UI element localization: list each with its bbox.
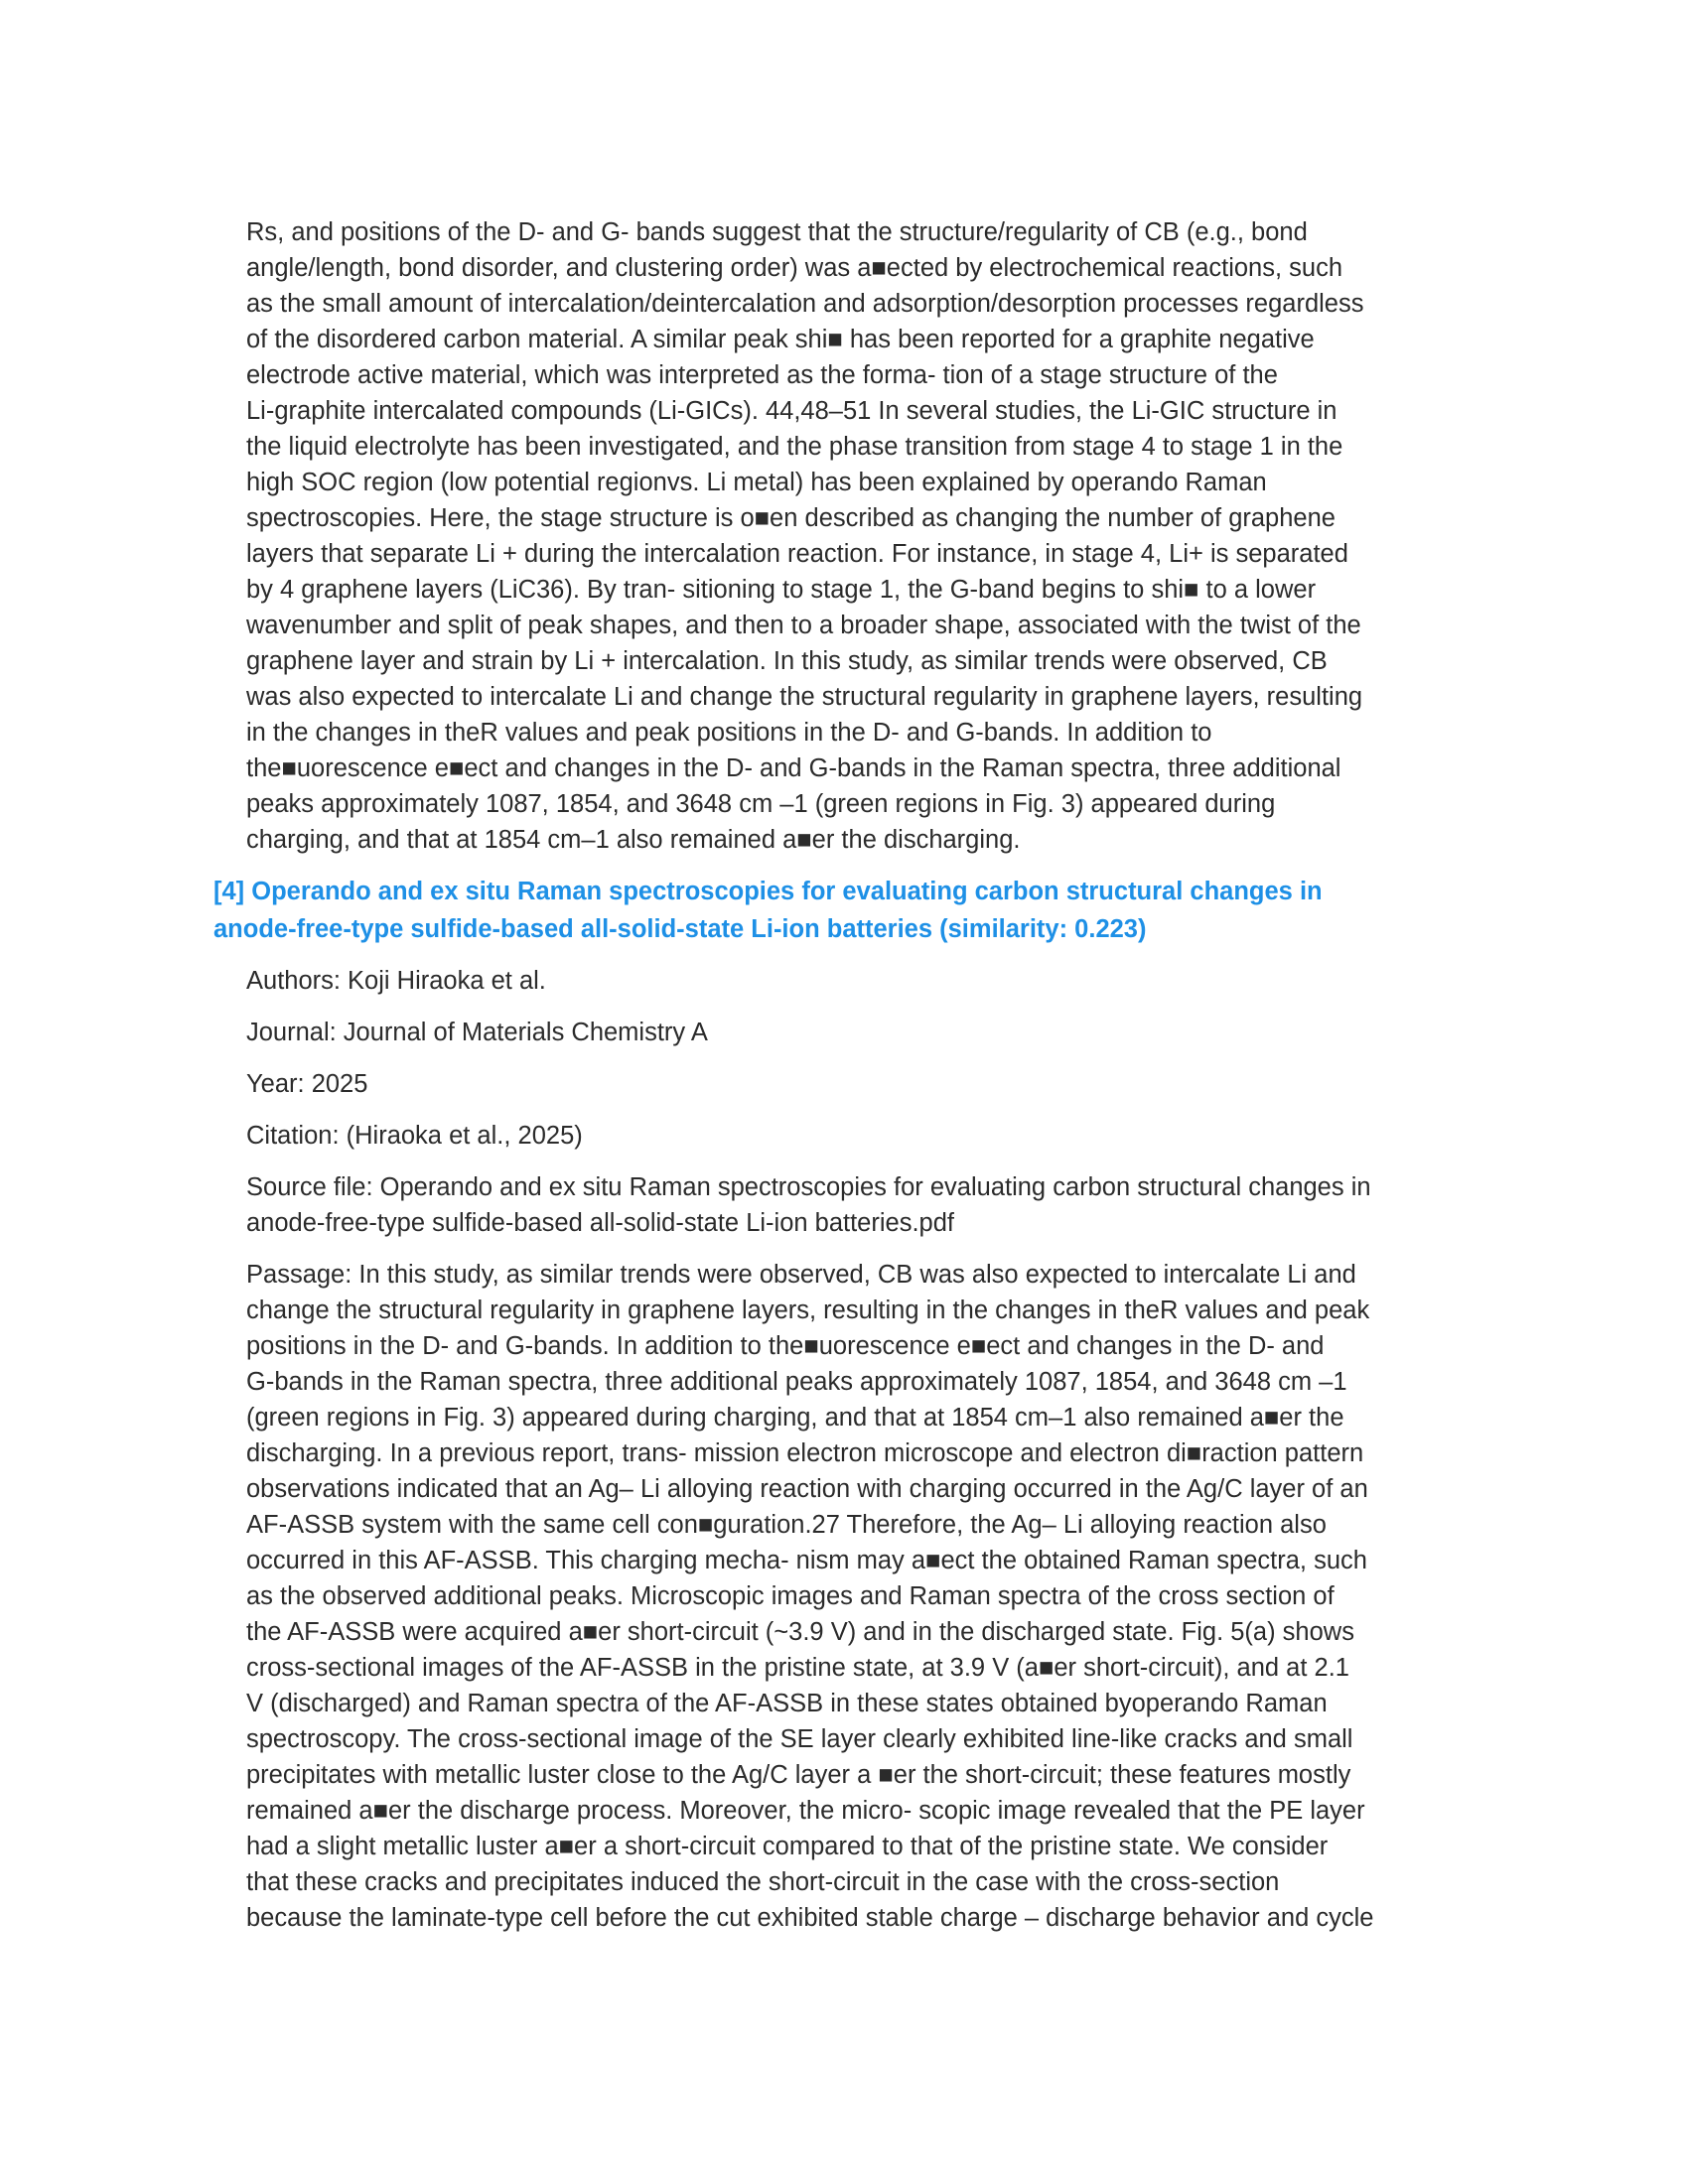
entry-passage: Passage: In this study, as similar trends were observed, CB was also expected to intercalate Li and change the structural regularity in graphene layers, resulting in the changes in theR values and peak positions in the D- and G-bands. In addition to the■uorescence e■ect and changes in the D- and G-bands in the Raman spectra, three additional peaks approximately 1087, 1854, and 3648 cm –1 (green regions in Fig. 3) appeared during charging, and that at 1854 cm–1 also remained a■er the discharging. In a previous report, trans- mission electron microscope and electron di■raction pattern observations indicated that an Ag– Li alloying reaction with charging occurred in the Ag/C layer of an AF-ASSB system with the same cell con■guration.27 Therefore, the Ag– Li alloying reaction also occurred in this AF-ASSB. This charging mecha- nism may a■ect the obtained Raman spectra, such as the observed additional peaks. Microscopic images and Raman spectra of the cross section of the AF-ASSB were acquired a■er short-circuit (~3.9 V) and in the discharged state. Fig. 5(a) shows cross-sectional images of the AF-ASSB in the pristine state, at 3.9 V (a■er short-circuit), and at 2.1 V (discharged) and Raman spectra of the AF-ASSB in these states obtained byoperando Raman spectroscopy. The cross-sectional image of the SE layer clearly exhibited line-like cracks and small precipitates with metallic luster close to the Ag/C layer a ■er the short-circuit; these features mostly remained a■er the discharge process. Moreover, the micro- scopic image revealed that the PE layer had a slight metallic luster a■er a short-circuit compared to that of the pristine state. We consider that these cracks and precipitates induced the short-circuit in the case with the cross-section because the laminate-type cell before the cut exhibited stable charge – discharge behavior and cycle <box>246 1261 1374 1932</box>
entry-citation: Citation: (Hiraoka et al., 2025) <box>246 1122 583 1150</box>
entry-source-file: Source file: Operando and ex situ Raman spectroscopies for evaluating carbon structural changes in anode-free-type sulfide-based all-solid-state Li-ion batteries.pdf <box>246 1173 1371 1237</box>
entry-heading: [4] Operando and ex situ Raman spectroscopies for evaluating carbon structural changes in anode-free-type sulfide-based all-solid-state Li-ion batteries (similarity: 0.223) <box>213 878 1323 943</box>
entry-authors: Authors: Koji Hiraoka et al. <box>246 967 546 995</box>
previous-passage-continuation: Rs, and positions of the D- and G- bands suggest that the structure/regularity of CB (e.g., bond angle/length, bond disorder, and clustering order) was a■ected by electrochemical reactions, such as the small amount of intercalation/deintercalation and adsorption/desorption processes regardless of the disordered carbon material. A similar peak shi■ has been reported for a graphite negative electrode active material, which was interpreted as the forma- tion of a stage structure of the Li-graphite intercalated compounds (Li-GICs). 44,48–51 In several studies, the Li-GIC structure in the liquid electrolyte has been investigated, and the phase transition from stage 4 to stage 1 in the high SOC region (low potential regionvs. Li metal) has been explained by operando Raman spectroscopies. Here, the stage structure is o■en described as changing the number of graphene layers that separate Li + during the intercalation reaction. For instance, in stage 4, Li+ is separated by 4 graphene layers (LiC36). By tran- sitioning to stage 1, the G-band begins to shi■ to a lower wavenumber and split of peak shapes, and then to a broader shape, associated with the twist of the graphene layer and strain by Li + intercalation. In this study, as similar trends were observed, CB was also expected to intercalate Li and change the structural regularity in graphene layers, resulting in the changes in theR values and peak positions in the D- and G-bands. In addition to the■uorescence e■ect and changes in the D- and G-bands in the Raman spectra, three additional peaks approximately 1087, 1854, and 3648 cm –1 (green regions in Fig. 3) appeared during charging, and that at 1854 cm–1 also remained a■er the discharging. <box>246 218 1364 854</box>
entry-journal: Journal: Journal of Materials Chemistry A <box>246 1019 708 1046</box>
entry-year: Year: 2025 <box>246 1070 368 1098</box>
